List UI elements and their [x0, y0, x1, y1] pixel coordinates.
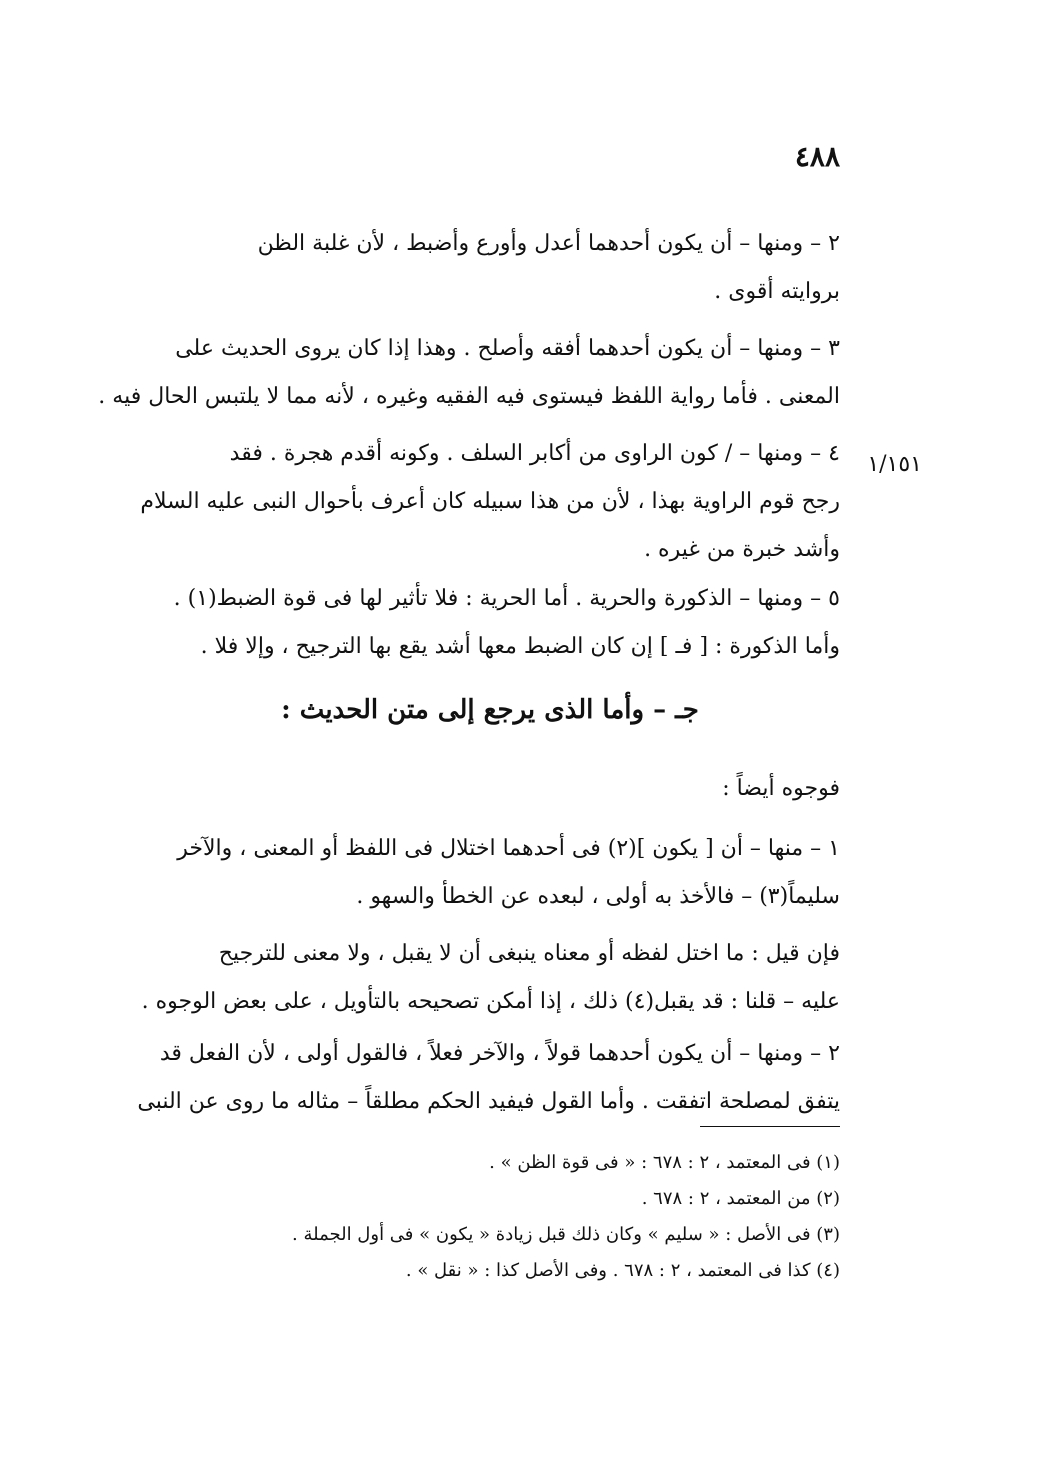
paragraph-objection: [140, 930, 840, 1026]
text-line: بروايته أقوى .: [714, 279, 840, 304]
text-line: ٢ – ومنها – أن يكون أحدهما قولاً ، والآخر فعلاً ، فالقول أولى ، لأن الفعل قد: [159, 1041, 840, 1066]
text-line: عليه – قلنا : قد يقبل(٤) ذلك ، إذا أمكن تصحيحه بالتأويل ، على بعض الوجوه .: [141, 989, 840, 1014]
text-line: ٢ – ومنها – أن يكون أحدهما أعدل وأورع وأضبط ، لأن غلبة الظن: [257, 231, 840, 256]
text-line: المعنى . فأما رواية اللفظ فيستوى فيه الفقيه وغيره ، لأنه مما لا يلتبس الحال فيه .: [98, 384, 840, 409]
paragraph-3: [98, 325, 840, 421]
text-line: وأشد خبرة من غيره .: [644, 537, 840, 562]
text-line: فوجوه أيضاً :: [722, 776, 840, 801]
text-line: سليماً(٣) – فالأخذ به أولى ، لبعده عن الخطأ والسهو .: [356, 884, 840, 909]
paragraph-1-matn: [140, 825, 840, 921]
text-line: ١ – منها – أن [ يكون ](٢) فى أحدهما اختلال فى اللفظ أو المعنى ، والآخر: [177, 836, 840, 861]
footnote: (٤) كذا فى المعتمد ، ٢ : ٦٧٨ . وفى الأصل كذا : « نقل » .: [405, 1260, 840, 1281]
paragraph-intro: [140, 765, 840, 813]
text-line: فإن قيل : ما اختل لفظه أو معناه ينبغى أن لا يقبل ، ولا معنى للترجيح: [218, 941, 840, 966]
footnote: (٢) من المعتمد ، ٢ : ٦٧٨ .: [641, 1188, 840, 1209]
text-line: وأما الذكورة : [ فـ ] إن كان الضبط معها أشد يقع بها الترجيح ، وإلا فلا .: [200, 634, 840, 659]
paragraph-5: [140, 575, 840, 671]
footnotes: [140, 1145, 840, 1289]
margin-reference: ١/١٥١: [867, 452, 922, 477]
text-line: يتفق لمصلحة اتفقت . وأما القول فيفيد الحكم مطلقاً – مثاله ما روى عن النبى: [137, 1089, 840, 1114]
paragraph-2: [140, 220, 840, 316]
paragraph-4: [140, 430, 840, 574]
footnote-divider: [700, 1126, 840, 1127]
text-line: ٥ – ومنها – الذكورة والحرية . أما الحرية : فلا تأثير لها فى قوة الضبط(١) .: [173, 586, 840, 611]
page-number: ٤٨٨: [794, 140, 840, 173]
text-line: ٣ – ومنها – أن يكون أحدهما أفقه وأصلح . وهذا إذا كان يروى الحديث على: [175, 336, 840, 361]
text-line: ٤ – ومنها – / كون الراوى من أكابر السلف . وكونه أقدم هجرة . فقد: [229, 441, 840, 466]
paragraph-2-matn: [137, 1030, 840, 1126]
footnote: (١) فى المعتمد ، ٢ : ٦٧٨ : « فى قوة الظن » .: [489, 1152, 840, 1173]
section-heading: جـ – وأما الذى يرجع إلى متن الحديث :: [281, 695, 699, 725]
footnote: (٣) فى الأصل : « سليم » وكان ذلك قبل زيادة « يكون » فى أول الجملة .: [292, 1224, 840, 1245]
text-line: رجح قوم الراوية بهذا ، لأن من هذا سبيله كان أعرف بأحوال النبى عليه السلام: [140, 489, 840, 514]
